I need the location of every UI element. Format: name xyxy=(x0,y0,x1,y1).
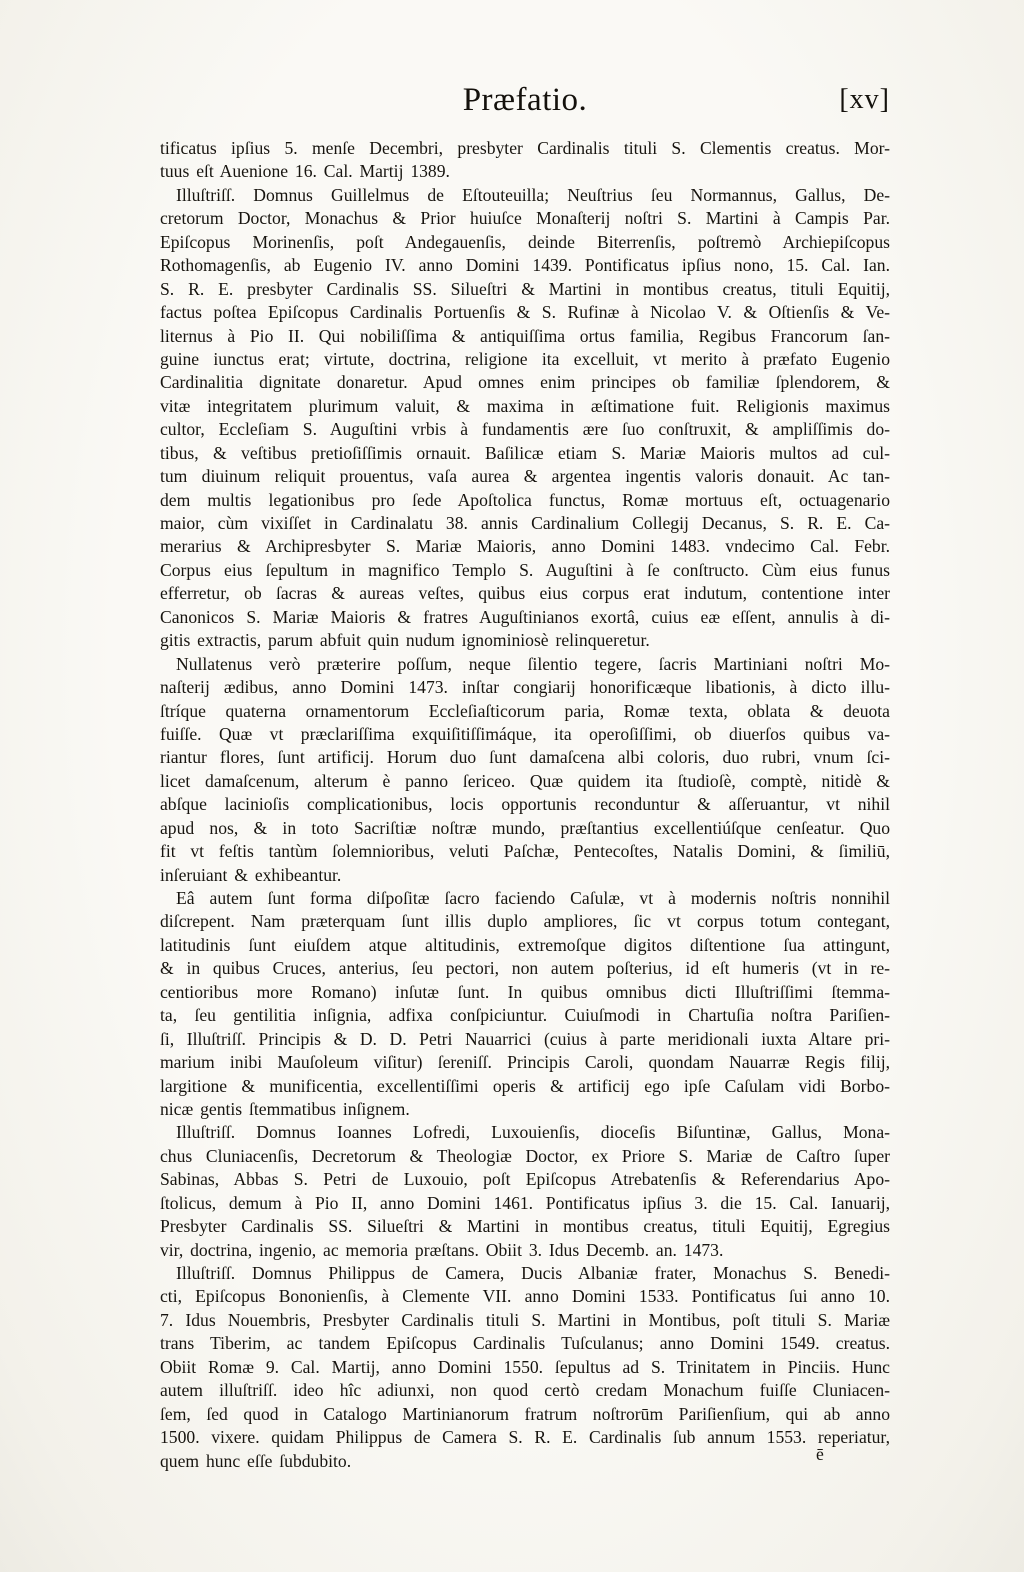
text-line: Sabinas, Abbas S. Petri de Luxouio, poſt Epiſcopus Atrebatenſis & Referendarius Apo- xyxy=(160,1169,890,1190)
text-line: maior, cùm vixiſſet in Cardinalatu 38. annis Cardinalium Collegij Decanus, S. R. E. Ca- xyxy=(160,513,890,533)
text-line: Presbyter Cardinalis SS. Silueſtri & Martini in montibus creatus, tituli Equitij, Egregius xyxy=(160,1216,890,1237)
text-line: dem multis legationibus pro ſede Apoſtolica functus, Romæ mortuus eſt, octuagenario xyxy=(160,489,890,510)
page-title: Præfatio. xyxy=(462,82,588,118)
text-line: naſterij ædibus, anno Domini 1473. inſtar congiarij honorificæque libationis, à dicto illu- xyxy=(160,677,890,698)
text-line: largitione & munificentia, excellentiſſimi operis & artificij ego ipſe Caſulam vidi Borbo- xyxy=(160,1075,890,1096)
text-line: ſtríque quaterna ornamentorum Eccleſiaſticorum paria, Romæ texta, oblata & deuota xyxy=(160,700,890,721)
text-line: liternus à Pio II. Qui nobiliſſima & antiquiſſima ortus familia, Regibus Francorum ſan- xyxy=(160,325,890,346)
text-line: inſeruiant & exhibeantur. xyxy=(160,864,342,885)
text-line: tibus, & veſtibus pretioſiſſimis ornauit. Baſilicæ etiam S. Mariæ Maioris multos ad cul- xyxy=(160,442,890,463)
text-line: quem hunc eſſe ſubdubito. xyxy=(160,1450,352,1471)
folio-number: [xv] xyxy=(839,84,890,115)
text-line: Illuſtriſſ. Domnus Guillelmus de Eſtouteuilla; Neuſtrius ſeu Normannus, Gallus, De- xyxy=(176,184,890,205)
text-line: cultor, Eccleſiam S. Auguſtini vrbis à fundamentis ære ſuo conſtruxit, & ampliſſimis do- xyxy=(160,419,890,440)
catchword: ē xyxy=(816,1444,824,1464)
text-line: factus poſtea Epiſcopus Cardinalis Portuenſis & S. Rufinæ à Nicolao V. & Oſtienſis & Ve- xyxy=(160,302,890,323)
text-line: S. R. E. presbyter Cardinalis SS. Silueſtri & Martini in montibus creatus, tituli Equitij, xyxy=(160,278,890,299)
text-line: Corpus eius ſepultum in magnifico Templo S. Auguſtini à ſe conſtructo. Cùm eius funus xyxy=(160,559,890,580)
text-line: Illuſtriſſ. Domnus Philippus de Camera, Ducis Albaniæ frater, Monachus S. Benedi- xyxy=(176,1263,890,1283)
text-line: latitudinis ſunt eiuſdem atque altitudinis, extremoſque digitos diſtentione ſua attingunt, xyxy=(160,934,890,955)
text-line: licet damaſcenum, alterum è panno ſericeo. Quæ quidem ita ſtudioſè, comptè, nitidè & xyxy=(160,770,890,791)
text-line: diſcrepent. Nam præterquam ſunt illis duplo ampliores, ſic vt corpus totum contegant, xyxy=(160,911,890,932)
text-line: 1500. vixere. quidam Philippus de Camera S. R. E. Cardinalis ſub annum 1553. reperiatur, xyxy=(160,1427,890,1448)
text-line: vitæ integritatem plurimum valuit, & maxima in æſtimatione fuit. Religionis maximus xyxy=(160,395,890,416)
text-line: Epiſcopus Morinenſis, poſt Andegauenſis, deinde Biterrenſis, poſtremò Archiepiſcopus xyxy=(160,231,890,252)
paragraph xyxy=(160,1262,890,1473)
text-line: Canonicos S. Mariæ Maioris & fratres Auguſtinianos exortâ, cuius eæ eſſent, annulis à di- xyxy=(160,606,890,627)
text-line: ſi, Illuſtriſſ. Principis & D. D. Petri Nauarrici (cuius à parte meridionali iuxta Altare pri- xyxy=(160,1028,890,1049)
text-line: ſem, ſed quod in Catalogo Martinianorum fratrum noſtrorūm Pariſienſium, qui ab anno xyxy=(160,1403,890,1424)
text-line: fuiſſe. Quæ vt præclariſſima exquiſitiſſimáque, ita operoſiſſimi, ob diuerſos quibus va- xyxy=(160,723,890,744)
text-line: gitis extractis, parum abfuit quin nudum ignominiosè relinqueretur. xyxy=(160,630,650,651)
text-line: fit vt feſtis tantùm ſolemnioribus, veluti Paſchæ, Pentecoſtes, Natalis Domini, & ſimiliū, xyxy=(160,841,890,862)
text-line: efferretur, ob ſacras & aureas veſtes, quibus eius corpus erat indutum, contentione inter xyxy=(160,583,890,604)
text-line: cti, Epiſcopus Bononienſis, à Clemente VII. anno Domini 1533. Pontificatus ſui anno 10. xyxy=(160,1286,890,1307)
page-header xyxy=(160,82,890,126)
paragraph xyxy=(160,887,890,1121)
paragraph xyxy=(160,184,890,653)
text-line: centioribus more Romano) inſutæ ſunt. In quibus omnibus dicti Illuſtriſſimi ſtemma- xyxy=(160,981,890,1002)
paragraph xyxy=(160,653,890,887)
text-line: vir, doctrina, ingenio, ac memoria præſtans. Obiit 3. Idus Decemb. an. 1473. xyxy=(160,1239,724,1260)
text-line: tificatus ipſius 5. menſe Decembri, presbyter Cardinalis tituli S. Clementis creatus. Mor- xyxy=(160,138,890,158)
text-line: abſque lacinioſis complicationibus, locis opportunis reconduntur & aſſeruantur, vt nihil xyxy=(160,794,890,815)
text-line: Eâ autem ſunt forma diſpoſitæ ſacro faciendo Caſulæ, vt à modernis noſtris nonnihil xyxy=(176,888,890,908)
paragraph xyxy=(160,137,890,184)
text-line: tum diuinum reliquit prouentus, vaſa aurea & argentea ingentis valoris donauit. Ac tan- xyxy=(160,466,890,487)
text-line: cretorum Doctor, Monachus & Prior huiuſce Monaſterij noſtri S. Martini à Campis Par. xyxy=(160,208,890,229)
text-line: 7. Idus Nouembris, Presbyter Cardinalis tituli S. Martini in Montibus, poſt tituli S. Mariæ xyxy=(160,1309,890,1330)
text-line: guine iunctus erat; virtute, doctrina, religione ita excelluit, vt merito à præfato Eugenio xyxy=(160,348,890,369)
text-line: & in quibus Cruces, anterius, ſeu pectori, non autem poſterius, id eſt humeris (vt in re- xyxy=(160,958,890,979)
text-line: tuus eſt Auenione 16. Cal. Martij 1389. xyxy=(160,161,450,182)
text-block xyxy=(160,137,890,1473)
text-line: Nullatenus verò præterire poſſum, neque ſilentio tegere, ſacris Martiniani noſtri Mo- xyxy=(176,653,890,674)
text-line: autem illuſtriſſ. ideo hîc adiunxi, non quod certò credam Monachum fuiſſe Cluniacen- xyxy=(160,1380,890,1401)
text-line: apud nos, & in toto Sacriſtiæ noſtræ mundo, præſtantius excellentiúſque cenſeatur. Quo xyxy=(160,817,890,838)
text-line: ta, ſeu gentilitia inſignia, adfixa conſpiciuntur. Cuiuſmodi in Chartuſia noſtra Pariſien- xyxy=(160,1005,890,1026)
text-line: marium inibi Mauſoleum viſitur) ſereniſſ. Principis Caroli, quondam Nauarræ Regis filij, xyxy=(160,1052,890,1073)
text-line: trans Tiberim, ac tandem Epiſcopus Cardinalis Tuſculanus; anno Domini 1549. creatus. xyxy=(160,1333,890,1354)
text-line: Cardinalitia dignitate donaretur. Apud omnes enim principes ob familiæ ſplendorem, & xyxy=(160,372,890,393)
text-line: Obiit Romæ 9. Cal. Martij, anno Domini 1550. ſepultus ad S. Trinitatem in Pinciis. Hunc xyxy=(160,1356,890,1377)
text-line: riantur flores, ſunt artificij. Horum duo ſunt damaſcena albi coloris, duo rubri, vnum ſci- xyxy=(160,747,890,768)
text-line: Rothomagenſis, ab Eugenio IV. anno Domini 1439. Pontificatus ipſius nono, 15. Cal. Ian. xyxy=(160,255,890,276)
text-line: nicæ gentis ſtemmatibus inſignem. xyxy=(160,1098,410,1119)
text-line: chus Cluniacenſis, Decretorum & Theologiæ Doctor, ex Priore S. Mariæ de Caſtro ſuper xyxy=(160,1145,890,1166)
text-line: ſtolicus, demum à Pio II, anno Domini 1461. Pontificatus ipſius 3. die 15. Cal. Ianuarij, xyxy=(160,1192,890,1213)
text-line: Illuſtriſſ. Domnus Ioannes Lofredi, Luxouienſis, dioceſis Biſuntinæ, Gallus, Mona- xyxy=(176,1122,890,1143)
text-line: merarius & Archipresbyter S. Mariæ Maioris, anno Domini 1483. vndecimo Cal. Febr. xyxy=(160,536,890,557)
paragraph xyxy=(160,1121,890,1262)
